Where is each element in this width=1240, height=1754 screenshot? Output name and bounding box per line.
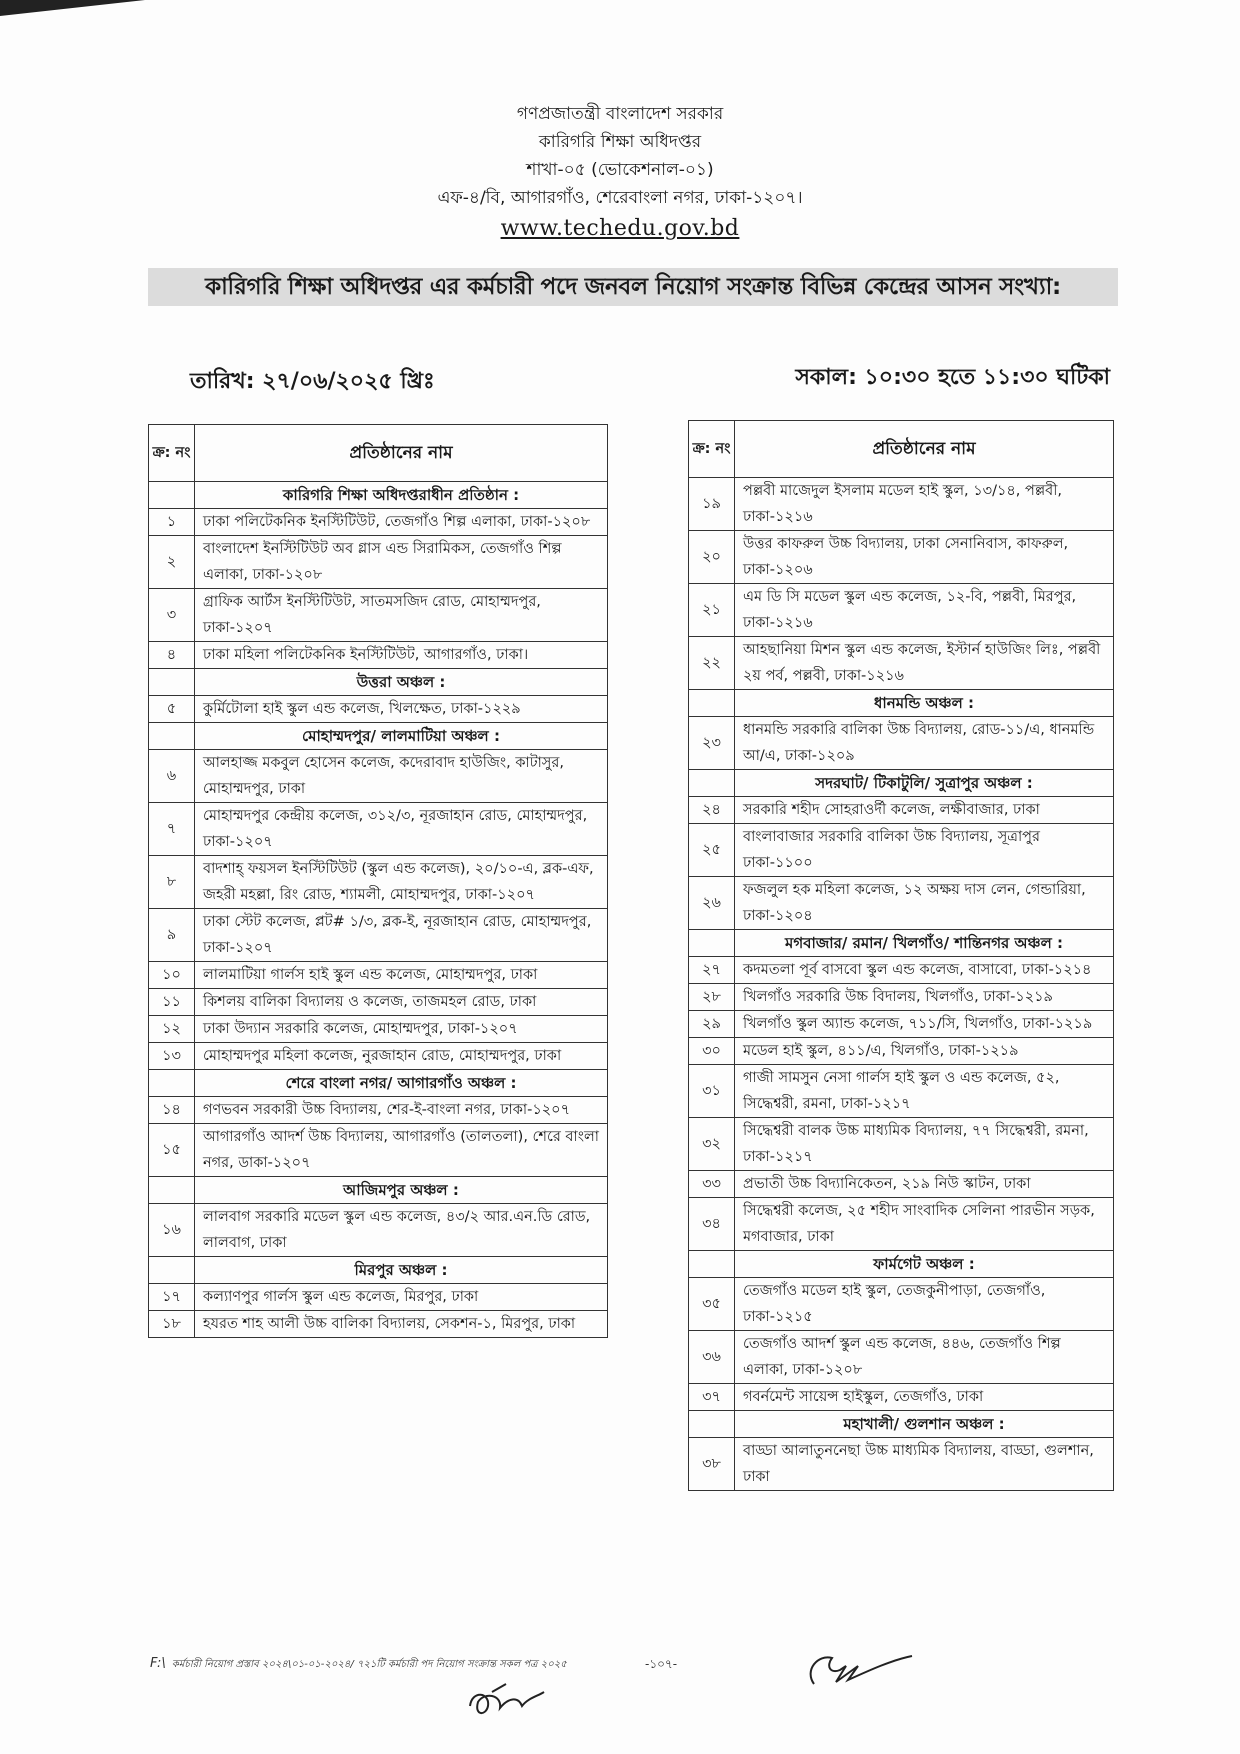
serial-cell: ২৮ [689, 984, 735, 1011]
table-row [689, 1278, 1114, 1331]
serial-cell: ৩০ [689, 1038, 735, 1065]
centers-table-right-body [689, 478, 1114, 1491]
exam-date: তারিখ: ২৭/০৬/২০২৫ খ্রিঃ [190, 369, 435, 394]
area-spacer-cell [149, 482, 195, 509]
institution-name-cell: প্রভাতী উচ্চ বিদ্যানিকেতন, ২১৯ নিউ স্কাটন, ঢাকা [735, 1171, 1114, 1198]
serial-cell: ১৬ [149, 1204, 195, 1257]
institution-name-cell: ধানমন্ডি সরকারি বালিকা উচ্চ বিদ্যালয়, রোড-১১/এ, ধানমন্ডি আ/এ, ঢাকা-১২০৯ [735, 717, 1114, 770]
serial-cell: ৪ [149, 642, 195, 669]
area-header-row [149, 669, 608, 696]
table-row [149, 509, 608, 536]
institution-name-cell: বাংলাবাজার সরকারি বালিকা উচ্চ বিদ্যালয়, সূত্রাপুর ঢাকা-১১০০ [735, 824, 1114, 877]
serial-cell: ১২ [149, 1016, 195, 1043]
serial-cell: ১৯ [689, 478, 735, 531]
area-spacer-cell [149, 723, 195, 750]
institution-name-cell: গবর্নমেন্ট সায়েন্স হাইস্কুল, তেজগাঁও, ঢাকা [735, 1384, 1114, 1411]
table-header-row [149, 425, 608, 482]
institution-name-cell: ঢাকা মহিলা পলিটেকনিক ইনস্টিটিউট, আগারগাঁও, ঢাকা। [195, 642, 608, 669]
table-row [689, 1171, 1114, 1198]
serial-header: ক্র: নং [149, 425, 195, 482]
signature-initial-bottom [462, 1672, 552, 1728]
institution-name-cell: কিশলয় বালিকা বিদ্যালয় ও কলেজ, তাজমহল রোড, ঢাকা [195, 989, 608, 1016]
institution-name-cell: লালবাগ সরকারি মডেল স্কুল এন্ড কলেজ, ৪৩/২ আর.এন.ডি রোড, লালবাগ, ঢাকা [195, 1204, 608, 1257]
serial-cell: ৩৬ [689, 1331, 735, 1384]
table-row [149, 1097, 608, 1124]
table-row [149, 962, 608, 989]
table-row [149, 1284, 608, 1311]
institution-name-cell: উত্তর কাফরুল উচ্চ বিদ্যালয়, ঢাকা সেনানিবাস, কাফরুল, ঢাকা-১২০৬ [735, 531, 1114, 584]
serial-cell: ২৩ [689, 717, 735, 770]
institution-name-cell: মোহাম্মদপুর কেন্দ্রীয় কলেজ, ৩১২/৩, নূরজাহান রোড, মোহাম্মদপুর, ঢাকা-১২০৭ [195, 803, 608, 856]
table-row [689, 717, 1114, 770]
table-row [689, 1198, 1114, 1251]
serial-cell: ২২ [689, 637, 735, 690]
area-header-row [689, 770, 1114, 797]
area-spacer-cell [149, 1177, 195, 1204]
area-header-row [149, 482, 608, 509]
area-header-row [149, 1070, 608, 1097]
area-header-row [689, 690, 1114, 717]
serial-cell: ২১ [689, 584, 735, 637]
header-line-branch: শাখা-০৫ (ভোকেশনাল-০১) [526, 160, 714, 180]
institution-name-cell: মোহাম্মদপুর মহিলা কলেজ, নুরজাহান রোড, মোহাম্মদপুর, ঢাকা [195, 1043, 608, 1070]
table-row [149, 803, 608, 856]
institution-name-cell: ফজলুল হক মহিলা কলেজ, ১২ অক্ষয় দাস লেন, গেন্ডারিয়া, ঢাকা-১২০৪ [735, 877, 1114, 930]
area-name: আজিমপুর অঞ্চল : [195, 1177, 608, 1204]
serial-cell: ৭ [149, 803, 195, 856]
table-row [149, 589, 608, 642]
serial-cell: ১৩ [149, 1043, 195, 1070]
serial-cell: ৩৪ [689, 1198, 735, 1251]
serial-cell: ২৫ [689, 824, 735, 877]
institution-name-cell: আগারগাঁও আদর্শ উচ্চ বিদ্যালয়, আগারগাঁও (তালতলা), শেরে বাংলা নগর, ডাকা-১২০৭ [195, 1124, 608, 1177]
table-row [689, 957, 1114, 984]
serial-cell: ২৭ [689, 957, 735, 984]
table-row [689, 1384, 1114, 1411]
page-number: -১০৭- [645, 1657, 678, 1671]
institution-name-cell: পল্লবী মাজেদুল ইসলাম মডেল হাই স্কুল, ১৩/১৪, পল্লবী, ঢাকা-১২১৬ [735, 478, 1114, 531]
serial-cell: ৩৫ [689, 1278, 735, 1331]
footer-drive: F:\ [150, 1656, 166, 1671]
institution-name-cell: কদমতলা পূর্ব বাসবো স্কুল এন্ড কলেজ, বাসাবো, ঢাকা-১২১৪ [735, 957, 1114, 984]
area-spacer-cell [149, 1257, 195, 1284]
table-row [689, 1438, 1114, 1491]
area-name: সদরঘাট/ টিকাটুলি/ সুত্রাপুর অঞ্চল : [735, 770, 1114, 797]
area-header-row [149, 1257, 608, 1284]
serial-cell: ৩১ [689, 1065, 735, 1118]
serial-cell: ৬ [149, 750, 195, 803]
table-row [149, 536, 608, 589]
area-spacer-cell [689, 770, 735, 797]
centers-table-left-body [149, 482, 608, 1338]
institution-name-cell: তেজগাঁও আদর্শ স্কুল এন্ড কলেজ, ৪৪৬, তেজগাঁও শিল্প এলাকা, ঢাকা-১২০৮ [735, 1331, 1114, 1384]
table-row [149, 1124, 608, 1177]
institution-name-cell: গাজী সামসুন নেসা গার্লস হাই স্কুল ও এন্ড কলেজ, ৫২, সিদ্ধেশ্বরী, রমনা, ঢাকা-১২১৭ [735, 1065, 1114, 1118]
serial-cell: ২৬ [689, 877, 735, 930]
area-spacer-cell [689, 690, 735, 717]
table-row [689, 797, 1114, 824]
table-row [689, 1331, 1114, 1384]
table-row [149, 696, 608, 723]
serial-cell: ৯ [149, 909, 195, 962]
institution-name-cell: ঢাকা স্টেট কলেজ, প্লট# ১/৩, ব্লক-ই, নূরজাহান রোড, মোহাম্মদপুর, ঢাকা-১২০৭ [195, 909, 608, 962]
exam-time: সকাল: ১০:৩০ হতে ১১:৩০ ঘটিকা [795, 365, 1110, 390]
area-header-row [689, 1411, 1114, 1438]
area-name: ফার্মগেট অঞ্চল : [735, 1251, 1114, 1278]
table-row [149, 1043, 608, 1070]
area-name: উত্তরা অঞ্চল : [195, 669, 608, 696]
institution-name-cell: গণভবন সরকারী উচ্চ বিদ্যালয়, শের-ই-বাংলা নগর, ঢাকা-১২০৭ [195, 1097, 608, 1124]
area-name: শেরে বাংলা নগর/ আগারগাঁও অঞ্চল : [195, 1070, 608, 1097]
area-header-row [689, 1251, 1114, 1278]
table-row [689, 1038, 1114, 1065]
institution-name-cell: কুর্মিটোলা হাই স্কুল এন্ড কলেজ, খিলক্ষেত, ঢাকা-১২২৯ [195, 696, 608, 723]
centers-table-right [688, 420, 1114, 1491]
area-spacer-cell [689, 1411, 735, 1438]
table-row [689, 531, 1114, 584]
table-row [149, 856, 608, 909]
table-row [689, 984, 1114, 1011]
institution-name-cell: ঢাকা উদ্যান সরকারি কলেজ, মোহাম্মদপুর, ঢাকা-১২০৭ [195, 1016, 608, 1043]
signature-initial-right [800, 1640, 920, 1700]
institution-name-cell: লালমাটিয়া গার্লস হাই স্কুল এন্ড কলেজ, মোহাম্মদপুর, ঢাকা [195, 962, 608, 989]
institution-name-cell: গ্রাফিক আর্টস ইনস্টিটিউট, সাতমসজিদ রোড, মোহাম্মদপুর, ঢাকা-১২০৭ [195, 589, 608, 642]
area-header-row [689, 930, 1114, 957]
name-header: প্রতিষ্ঠানের নাম [195, 425, 608, 482]
serial-cell: ২ [149, 536, 195, 589]
table-row [689, 1011, 1114, 1038]
serial-cell: ৮ [149, 856, 195, 909]
table-row [689, 824, 1114, 877]
table-row [689, 478, 1114, 531]
institution-name-cell: আলহাজ্জ মকবুল হোসেন কলেজ, কদেরাবাদ হাউজিং, কাটাসুর, মোহাম্মদপুর, ঢাকা [195, 750, 608, 803]
serial-cell: ১৪ [149, 1097, 195, 1124]
table-row [149, 989, 608, 1016]
serial-cell: ১৫ [149, 1124, 195, 1177]
table-row [149, 642, 608, 669]
header-line-address: এফ-৪/বি, আগারগাঁও, শেরেবাংলা নগর, ঢাকা-১২০৭। [437, 188, 803, 208]
institution-name-cell: হযরত শাহ আলী উচ্চ বালিকা বিদ্যালয়, সেকশন-১, মিরপুর, ঢাকা [195, 1311, 608, 1338]
area-name: মিরপুর অঞ্চল : [195, 1257, 608, 1284]
table-row [689, 637, 1114, 690]
area-name: কারিগরি শিক্ষা অধিদপ্তরাধীন প্রতিষ্ঠান : [195, 482, 608, 509]
name-header: প্রতিষ্ঠানের নাম [735, 421, 1114, 478]
table-row [149, 1311, 608, 1338]
institution-name-cell: বাদশাহ্ ফয়সল ইনস্টিটিউট (স্কুল এন্ড কলেজ), ২০/১০-এ, ব্লক-এফ, জহরী মহল্লা, রিং রোড, শ্যামলী, মোহাম্মদপুর, ঢাকা-১২০৭ [195, 856, 608, 909]
serial-cell: ১১ [149, 989, 195, 1016]
serial-cell: ১ [149, 509, 195, 536]
institution-name-cell: এম ডি সি মডেল স্কুল এন্ড কলেজ, ১২-বি, পল্লবী, মিরপুর, ঢাকা-১২১৬ [735, 584, 1114, 637]
header-line-government: গণপ্রজাতন্ত্রী বাংলাদেশ সরকার [516, 104, 724, 124]
table-row [689, 1065, 1114, 1118]
serial-cell: ৫ [149, 696, 195, 723]
table-header-row [689, 421, 1114, 478]
area-spacer-cell [149, 1070, 195, 1097]
document-heading: কারিগরি শিক্ষা অধিদপ্তর এর কর্মচারী পদে জনবল নিয়োগ সংক্রান্ত বিভিন্ন কেন্দ্রের আসন সংখ্যা: [148, 268, 1118, 306]
serial-header: ক্র: নং [689, 421, 735, 478]
institution-name-cell: সিদ্ধেশ্বরী কলেজ, ২৫ শহীদ সাংবাদিক সেলিনা পারভীন সড়ক, মগবাজার, ঢাকা [735, 1198, 1114, 1251]
header-website: www.techedu.gov.bd [500, 216, 740, 241]
table-row [149, 1204, 608, 1257]
area-name: মগবাজার/ রমান/ খিলগাঁও/ শান্তিনগর অঞ্চল : [735, 930, 1114, 957]
scan-corner-mark [0, 0, 145, 16]
institution-name-cell: আহছানিয়া মিশন স্কুল এন্ড কলেজ, ইস্টার্ন হাউজিং লিঃ, পল্লবী ২য় পর্ব, পল্লবী, ঢাকা-১২১৬ [735, 637, 1114, 690]
serial-cell: ২৪ [689, 797, 735, 824]
institution-name-cell: খিলগাঁও স্কুল অ্যান্ড কলেজ, ৭১১/সি, খিলগাঁও, ঢাকা-১২১৯ [735, 1011, 1114, 1038]
serial-cell: ৩৮ [689, 1438, 735, 1491]
institution-name-cell: খিলগাঁও সরকারি উচ্চ বিদালয়, খিলগাঁও, ঢাকা-১২১৯ [735, 984, 1114, 1011]
table-row [689, 1118, 1114, 1171]
serial-cell: ২৯ [689, 1011, 735, 1038]
table-row [149, 909, 608, 962]
table-row [149, 750, 608, 803]
serial-cell: ৩৭ [689, 1384, 735, 1411]
area-name: ধানমন্ডি অঞ্চল : [735, 690, 1114, 717]
serial-cell: ৩ [149, 589, 195, 642]
table-row [689, 584, 1114, 637]
area-name: মহাখালী/ গুলশান অঞ্চল : [735, 1411, 1114, 1438]
area-header-row [149, 723, 608, 750]
area-name: মোহাম্মদপুর/ লালমাটিয়া অঞ্চল : [195, 723, 608, 750]
institution-name-cell: ঢাকা পলিটেকনিক ইনস্টিটিউট, তেজগাঁও শিল্প এলাকা, ঢাকা-১২০৮ [195, 509, 608, 536]
serial-cell: ৩২ [689, 1118, 735, 1171]
area-spacer-cell [689, 1251, 735, 1278]
footer-path: কর্মচারী নিয়োগ প্রস্তাব ২০২৪\০১-০১-২০২৪/ ৭২১টি কর্মচারী পদ নিয়োগ সংক্রান্ত সকল পত্র ২০২৫ [171, 1659, 567, 1670]
serial-cell: ৩৩ [689, 1171, 735, 1198]
institution-name-cell: তেজগাঁও মডেল হাই স্কুল, তেজকুনীপাড়া, তেজগাঁও, ঢাকা-১২১৫ [735, 1278, 1114, 1331]
serial-cell: ১০ [149, 962, 195, 989]
table-row [689, 877, 1114, 930]
letterhead [0, 100, 1240, 246]
institution-name-cell: বাংলাদেশ ইনস্টিটিউট অব গ্লাস এন্ড সিরামিকস, তেজগাঁও শিল্প এলাকা, ঢাকা-১২০৮ [195, 536, 608, 589]
area-header-row [149, 1177, 608, 1204]
centers-table-left [148, 424, 608, 1338]
institution-name-cell: মডেল হাই স্কুল, ৪১১/এ, খিলগাঁও, ঢাকা-১২১৯ [735, 1038, 1114, 1065]
header-line-department: কারিগরি শিক্ষা অধিদপ্তর [538, 132, 702, 152]
area-spacer-cell [149, 669, 195, 696]
institution-name-cell: কল্যাণপুর গার্লস স্কুল এন্ড কলেজ, মিরপুর, ঢাকা [195, 1284, 608, 1311]
institution-name-cell: সরকারি শহীদ সোহরাওর্দী কলেজ, লক্ষীবাজার, ঢাকা [735, 797, 1114, 824]
area-spacer-cell [689, 930, 735, 957]
table-row [149, 1016, 608, 1043]
institution-name-cell: বাড্ডা আলাতুননেছা উচ্চ মাধ্যমিক বিদ্যালয়, বাড্ডা, গুলশান, ঢাকা [735, 1438, 1114, 1491]
serial-cell: ১৭ [149, 1284, 195, 1311]
serial-cell: ১৮ [149, 1311, 195, 1338]
institution-name-cell: সিদ্ধেশ্বরী বালক উচ্চ মাধ্যমিক বিদ্যালয়, ৭৭ সিদ্ধেশ্বরী, রমনা, ঢাকা-১২১৭ [735, 1118, 1114, 1171]
serial-cell: ২০ [689, 531, 735, 584]
